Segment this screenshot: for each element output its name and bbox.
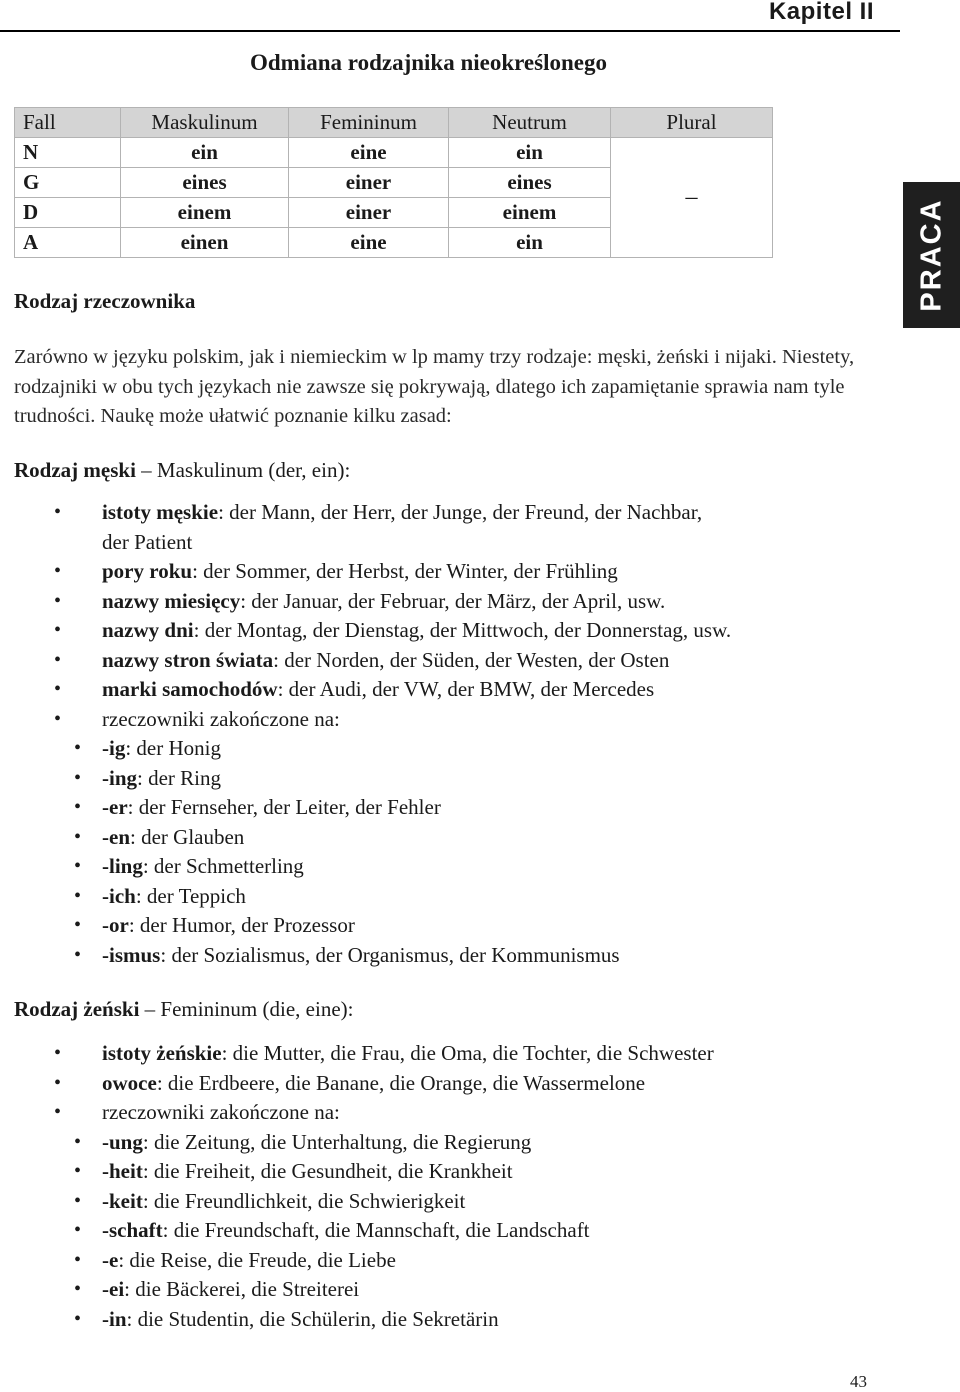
suffix-examples: : die Bäckerei, die Streiterei <box>124 1277 360 1301</box>
rule-text: : der Audi, der VW, der BMW, der Mercedes <box>277 677 655 701</box>
suffix-examples: : die Freundlichkeit, die Schwierigkeit <box>142 1188 466 1213</box>
list-item <box>0 557 900 587</box>
suffix-item <box>0 1246 900 1276</box>
section-heading-gender <box>14 289 195 314</box>
bullet-icon: • <box>74 1307 82 1330</box>
bullet-icon: • <box>74 1130 82 1153</box>
suffix-term: -keit <box>102 1188 143 1213</box>
suffix-examples: : der Honig <box>125 736 221 760</box>
feminine-heading-bold: Rodzaj żeński <box>14 997 140 1021</box>
suffix-item <box>0 764 900 794</box>
bullet-icon: • <box>74 1189 82 1212</box>
rule-text: : der Mann, der Herr, der Junge, der Freund, der Nachbar, <box>218 500 703 524</box>
section-heading-masculine <box>14 458 350 483</box>
side-tab-label: PRACA <box>915 198 947 312</box>
section-heading-gender-text: Rodzaj rzeczownika <box>14 289 196 313</box>
bullet-icon: • <box>74 1160 82 1182</box>
bullet-icon: • <box>74 1248 82 1271</box>
cell-maskulinum: einen <box>121 228 289 258</box>
suffix-examples: : der Teppich <box>135 883 246 908</box>
masculine-rules-list <box>0 498 900 970</box>
rule-text: rzeczowniki zakończone na: <box>102 706 340 731</box>
suffix-item <box>0 1187 900 1217</box>
list-item <box>0 616 900 646</box>
suffix-examples: : die Freiheit, die Gesundheit, die Krankheit <box>142 1159 513 1183</box>
suffix-term: -ing <box>102 765 138 790</box>
rule-term: nazwy miesięcy <box>102 588 241 613</box>
suffix-term: -heit <box>102 1159 143 1183</box>
suffix-item <box>0 1128 900 1158</box>
rule-text: : der Montag, der Dienstag, der Mittwoch, der Donnerstag, usw. <box>193 618 732 642</box>
suffix-item <box>0 1275 900 1305</box>
chapter-header <box>0 0 900 32</box>
suffix-term: -er <box>102 795 128 819</box>
masculine-heading-rest: – Maskulinum (der, ein): <box>135 458 351 482</box>
bullet-icon: • <box>54 501 62 523</box>
list-item <box>0 498 900 557</box>
rule-term: marki samochodów <box>102 677 278 701</box>
page-number: 43 <box>850 1372 867 1391</box>
cell-neutrum: einem <box>449 198 611 228</box>
bullet-icon: • <box>74 825 82 848</box>
suffix-examples: : der Schmetterling <box>142 854 304 878</box>
suffix-term: -in <box>102 1306 127 1331</box>
bullet-icon: • <box>54 589 62 612</box>
bullet-icon: • <box>74 884 82 907</box>
suffix-item <box>0 734 900 764</box>
bullet-icon: • <box>74 943 82 966</box>
suffix-term: -e <box>102 1247 119 1272</box>
bullet-icon: • <box>74 766 82 789</box>
suffix-term: -ung <box>102 1129 143 1154</box>
rule-term: owoce <box>102 1070 157 1095</box>
suffix-term: -schaft <box>102 1218 163 1242</box>
cell-femininum: eine <box>289 138 449 168</box>
suffix-term: -ei <box>102 1277 125 1301</box>
suffix-item <box>0 941 900 971</box>
suffix-examples: : die Zeitung, die Unterhaltung, die Regierung <box>142 1129 532 1154</box>
intro-paragraph: Zarówno w języku polskim, jak i niemieckim w lp mamy trzy rodzaje: męski, żeński i nijaki. Niestety, rodzajniki w obu tych językach nie zawsze się pokrywają, dlatego ich zapamiętanie sprawia nam tyle trudności. Naukę może ułatwić poznanie kilku zasad: <box>14 346 855 427</box>
cell-maskulinum: ein <box>121 138 289 168</box>
suffix-item <box>0 1157 900 1187</box>
suffix-term: -en <box>102 824 130 849</box>
suffix-examples: : der Ring <box>137 765 222 790</box>
suffix-examples: : die Reise, die Freude, die Liebe <box>118 1247 396 1272</box>
suffix-examples: : die Freundschaft, die Mannschaft, die Landschaft <box>162 1218 590 1242</box>
rule-term: pory roku <box>102 559 193 583</box>
suffix-examples: : der Glauben <box>130 824 245 849</box>
rule-term: istoty żeńskie <box>102 1041 222 1065</box>
masculine-heading-bold: Rodzaj męski <box>14 458 136 482</box>
list-item <box>0 1098 900 1128</box>
suffix-item <box>0 882 900 912</box>
cell-maskulinum: einem <box>121 198 289 228</box>
cell-fall: G <box>15 168 121 198</box>
cell-fall: N <box>15 138 121 168</box>
rule-text: : die Mutter, die Frau, die Oma, die Tochter, die Schwester <box>221 1041 714 1065</box>
bullet-icon: • <box>54 560 62 582</box>
suffix-term: -or <box>102 913 129 937</box>
list-item <box>0 1069 900 1099</box>
list-item <box>0 587 900 617</box>
bullet-icon: • <box>74 1219 82 1241</box>
cell-neutrum: eines <box>449 168 611 198</box>
bullet-icon: • <box>54 1042 62 1064</box>
cell-femininum: einer <box>289 198 449 228</box>
cell-maskulinum: eines <box>121 168 289 198</box>
cell-neutrum: ein <box>449 228 611 258</box>
feminine-rules-list <box>0 1039 900 1334</box>
suffix-item <box>0 852 900 882</box>
suffix-examples: : der Fernseher, der Leiter, der Fehler <box>127 795 441 819</box>
header-femininum: Femininum <box>289 108 449 138</box>
suffix-examples: : der Sozialismus, der Organismus, der Kommunismus <box>160 942 620 967</box>
bullet-icon: • <box>74 914 82 936</box>
rule-term: istoty męskie <box>102 500 219 524</box>
table-row <box>15 138 773 168</box>
rule-text: : die Erdbeere, die Banane, die Orange, die Wassermelone <box>156 1070 646 1095</box>
rule-text: rzeczowniki zakończone na: <box>102 1100 340 1124</box>
cell-plural: – <box>611 138 773 258</box>
feminine-heading-rest: – Femininum (die, eine): <box>139 997 354 1021</box>
bullet-icon: • <box>74 796 82 818</box>
rule-text: : der Norden, der Süden, der Westen, der Osten <box>273 647 670 672</box>
bullet-icon: • <box>54 619 62 641</box>
cell-neutrum: ein <box>449 138 611 168</box>
rule-term: nazwy stron świata <box>102 647 274 672</box>
header-neutrum: Neutrum <box>449 108 611 138</box>
suffix-item <box>0 1305 900 1335</box>
rule-text: : der Januar, der Februar, der März, der April, usw. <box>240 588 666 613</box>
bullet-icon: • <box>54 648 62 671</box>
bullet-icon: • <box>54 707 62 730</box>
suffix-term: -ich <box>102 883 136 908</box>
cell-femininum: eine <box>289 228 449 258</box>
rule-term: nazwy dni <box>102 618 194 642</box>
cell-femininum: einer <box>289 168 449 198</box>
suffix-term: -ig <box>102 736 126 760</box>
suffix-item <box>0 1216 900 1246</box>
side-tab <box>903 182 960 328</box>
list-item <box>0 705 900 735</box>
list-item <box>0 1039 900 1069</box>
suffix-item <box>0 911 900 941</box>
header-fall: Fall <box>15 108 121 138</box>
bullet-icon: • <box>54 678 62 700</box>
suffix-term: -ling <box>102 854 143 878</box>
bullet-icon: • <box>74 737 82 759</box>
bullet-icon: • <box>54 1101 62 1123</box>
suffix-examples: : die Studentin, die Schülerin, die Sekretärin <box>126 1306 499 1331</box>
bullet-icon: • <box>54 1071 62 1094</box>
suffix-item <box>0 793 900 823</box>
rule-text: : der Sommer, der Herbst, der Winter, der Frühling <box>192 559 618 583</box>
suffix-examples: : der Humor, der Prozessor <box>128 913 355 937</box>
header-plural: Plural <box>611 108 773 138</box>
table-header-row <box>15 108 773 138</box>
list-item <box>0 675 900 705</box>
cell-fall: D <box>15 198 121 228</box>
suffix-item <box>0 823 900 853</box>
cell-fall: A <box>15 228 121 258</box>
page-title: Odmiana rodzajnika nieokreślonego <box>250 50 607 75</box>
rule-text-continued: der Patient <box>102 529 193 554</box>
declension-table <box>14 107 773 258</box>
header-maskulinum: Maskulinum <box>121 108 289 138</box>
bullet-icon: • <box>74 855 82 877</box>
chapter-label: Kapitel II <box>768 0 874 25</box>
bullet-icon: • <box>74 1278 82 1300</box>
list-item <box>0 646 900 676</box>
suffix-term: -ismus <box>102 942 161 967</box>
section-heading-feminine <box>14 997 353 1022</box>
